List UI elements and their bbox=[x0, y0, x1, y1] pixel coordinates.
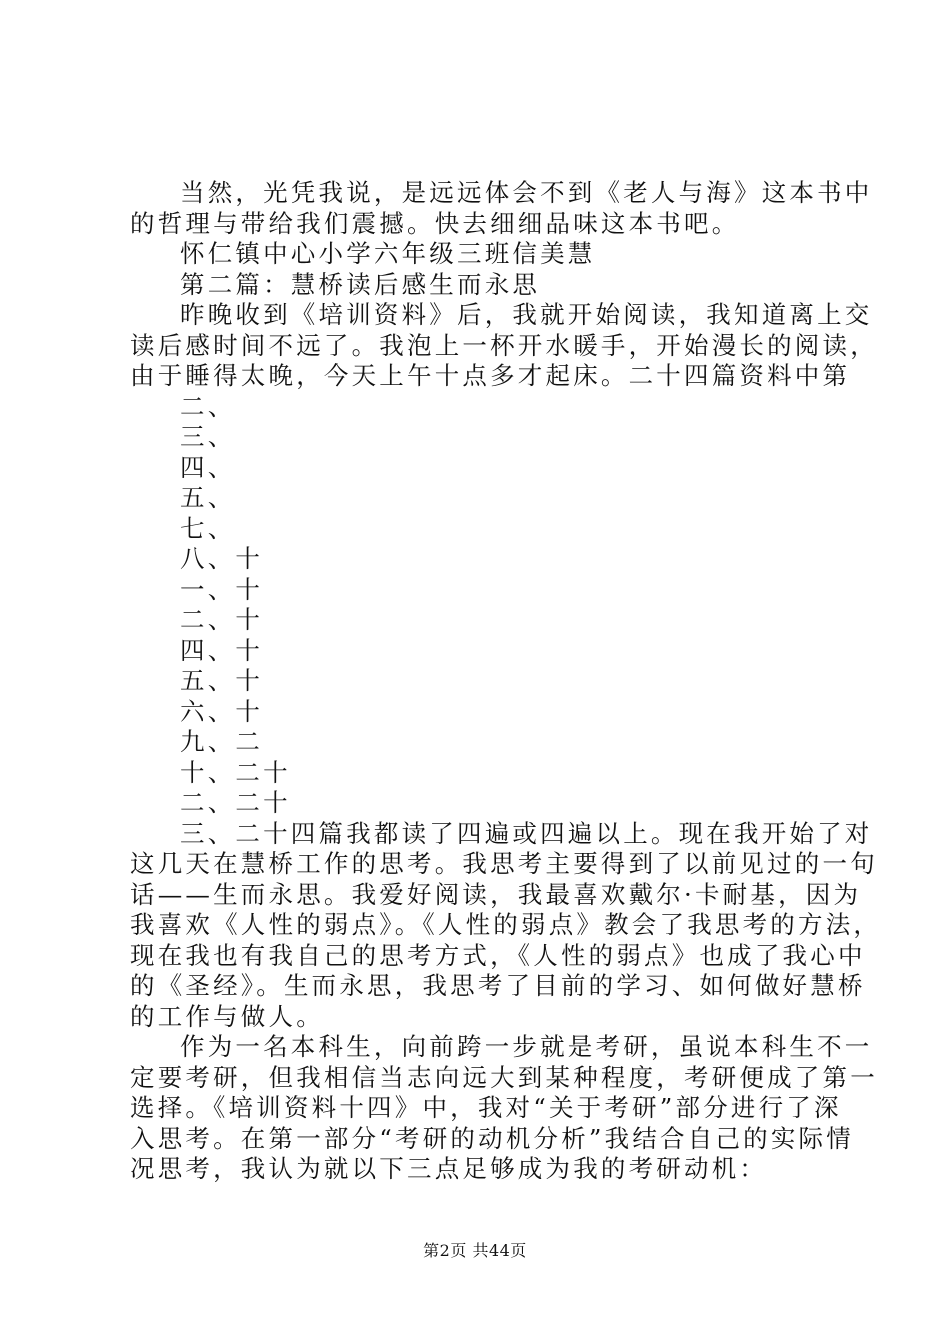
text-line: 二、十 bbox=[180, 605, 264, 634]
text-line: 读后感时间不远了。我泡上一杯开水暖手，开始漫长的阅读， bbox=[130, 330, 878, 360]
text-line: 十、二十 bbox=[180, 757, 291, 787]
text-line: 三、二十四篇我都读了四遍或四遍以上。现在我开始了对 bbox=[180, 818, 873, 848]
text-line: 入思考。在第一部分“考研的动机分析”我结合自己的实际情 bbox=[130, 1123, 854, 1153]
text-line: 六、十 bbox=[180, 696, 264, 726]
text-line: 二、二十 bbox=[180, 788, 291, 817]
text-line: 四、十 bbox=[180, 635, 264, 665]
text-line: 一、十 bbox=[180, 574, 264, 604]
text-line: 二、 bbox=[180, 391, 236, 421]
text-line: 的《圣经》。生而永思，我思考了目前的学习、如何做好慧桥 bbox=[130, 971, 866, 1000]
text-line: 我喜欢《人性的弱点》。《人性的弱点》教会了我思考的方法， bbox=[130, 910, 882, 939]
text-line: 的哲理与带给我们震撼。快去细细品味这本书吧。 bbox=[130, 208, 740, 238]
text-line: 现在我也有我自己的思考方式，《人性的弱点》也成了我心中 bbox=[130, 940, 866, 970]
text-line: 七、 bbox=[180, 513, 236, 543]
text-line: 昨晚收到《培训资料》后，我就开始阅读，我知道离上交 bbox=[180, 300, 873, 329]
page-footer: 第2页 共44页 bbox=[423, 1241, 527, 1260]
text-line: 五、 bbox=[180, 483, 236, 512]
text-line: 况思考，我认为就以下三点足够成为我的考研动机： bbox=[130, 1154, 768, 1183]
text-line: 八、十 bbox=[180, 544, 264, 573]
text-line: 选择。《培训资料十四》中，我对“关于考研”部分进行了深 bbox=[130, 1093, 842, 1122]
text-line: 作为一名本科生，向前跨一步就是考研，虽说本科生不一 bbox=[180, 1032, 873, 1061]
text-line: 第二篇：慧桥读后感生而永思 bbox=[180, 269, 541, 299]
text-line: 话——生而永思。我爱好阅读，我最喜欢戴尔·卡耐基，因为 bbox=[130, 879, 862, 909]
text-line: 由于睡得太晚，今天上午十点多才起床。二十四篇资料中第 bbox=[130, 361, 851, 390]
text-line: 三、 bbox=[180, 422, 236, 451]
text-line: 的工作与做人。 bbox=[130, 1001, 324, 1031]
text-line: 当然，光凭我说，是远远体会不到《老人与海》这本书中 bbox=[180, 178, 873, 207]
document-body bbox=[130, 178, 882, 1185]
text-line: 定要考研，但我相信当志向远大到某种程度，考研便成了第一 bbox=[130, 1062, 878, 1092]
text-line: 五、十 bbox=[180, 666, 264, 695]
text-line: 九、二 bbox=[180, 727, 264, 756]
text-line: 四、 bbox=[180, 452, 236, 482]
text-line: 怀仁镇中心小学六年级三班信美慧 bbox=[180, 239, 596, 268]
text-line: 这几天在慧桥工作的思考。我思考主要得到了以前见过的一句 bbox=[130, 849, 878, 878]
